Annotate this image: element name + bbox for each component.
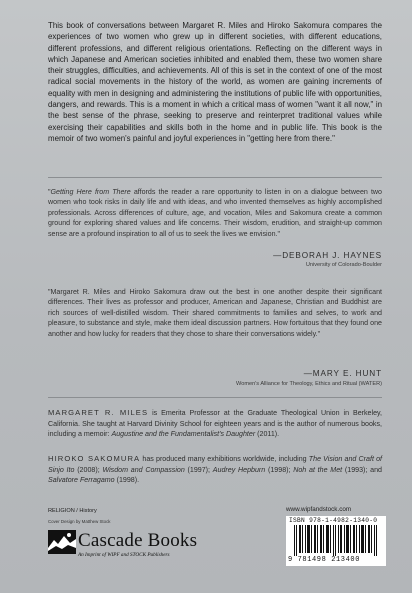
publisher-name: Cascade Books: [78, 530, 198, 551]
publisher-website: www.wipfandstock.com: [286, 506, 352, 513]
memoir-title: Augustine and the Fundamentalist's Daughter: [111, 430, 256, 439]
endorsement-text: affords the reader a rare opportunity to listen in on a dialogue between two women who took risks in daily life and with ideas, and who invented themselves as highly accomplished professionals. Across differences of culture, age, and vocation, Miles and Sakomura create a common ground for exploring shared values and life concerns. Their wisdom, erudition, and straight-up common sense are a profound inspiration to all of us to seek the lives we envision.": [48, 188, 382, 238]
endorser-affiliation-haynes: University of Colorado-Boulder: [305, 262, 382, 268]
isbn-barcode: [286, 516, 386, 566]
author-bio-miles: MARGARET R. MILES is Emerita Professor at the Graduate Theological Union in Berkeley, California. She taught at Harvard Divinity School for eighteen years and is the author of numerous books, including a memoir: Augustine and the Fundamentalist's Daughter (2011).: [48, 408, 383, 439]
author-name-sakomura: HIROKO SAKOMURA: [48, 454, 141, 463]
endorser-affiliation-hunt: Women's Alliance for Theology, Ethics and Ritual (WATER): [236, 381, 382, 387]
barcode-icon: [290, 525, 382, 556]
endorsement-haynes: [48, 187, 382, 239]
endorser-name-haynes: —DEBORAH J. HAYNES: [273, 251, 382, 260]
endorser-name-hunt: —MARY E. HUNT: [303, 369, 382, 378]
book-description: This book of conversations between Margaret R. Miles and Hiroko Sakomura compares the experiences of two women who grew up in different societies, with different educations, different professions, and different religious orientations. Reflecting on the different ways in which Japanese and American societies inhibited and enabled them, these two women share their struggles, difficulties, and achievements. All of this is set in the context of one of the most radical social movements in the history of the world, as women are gaining increments of equality with men in designing and administering the institutions of public life with opportunities, dangers, and rewards. This is a moment in which a critical mass of women "want it all now," in the best sense of the phrase, seeking to preserve and reinterpret traditional values while exercising their capabilities and skills both in the home and in public life. This book is the memoir of two women's painful and joyful experiences in "getting here from there.": [48, 21, 382, 143]
endorsement-hunt: "Margaret R. Miles and Hiroko Sakomura draw out the best in one another despite their significant differences. Their lives as professor and producer, American and Japanese, Christian and Buddhist are rich sources of well-distilled wisdom. Their shared commitments to families and selves, to work and pleasure, to substance and style, make them ideal discussion partners. How fortuitous that they found one another and how lucky for readers that they chose to share their conversations widely.": [48, 288, 382, 338]
mountain-landscape-icon: [48, 530, 76, 554]
barcode-digits: 9 781498 213400: [288, 556, 361, 564]
section-divider: [48, 397, 382, 398]
section-divider: [48, 177, 382, 178]
publisher-tagline: An Imprint of WIPF and STOCK Publishers: [78, 552, 170, 558]
author-name-miles: MARGARET R. MILES: [48, 408, 149, 417]
subject-category: RELIGION / History: [48, 508, 97, 514]
publisher-logo: [48, 528, 218, 562]
author-bio-sakomura: HIROKO SAKOMURA has produced many exhibitions worldwide, including The Vision and Craft of Sinjo Ito (2008); Wisdom and Compassion (1997); Audrey Hepburn (1998); Noh at the Met (1993); and Salvatore Ferragamo (1998).: [48, 454, 382, 485]
isbn-number: ISBN 978-1-4982-1340-0: [289, 517, 378, 524]
open-quote: ": [48, 188, 51, 196]
cover-design-credit: Cover Design by Matthew Stock: [48, 519, 111, 524]
endorsement-book-title: Getting Here from There: [50, 188, 131, 196]
